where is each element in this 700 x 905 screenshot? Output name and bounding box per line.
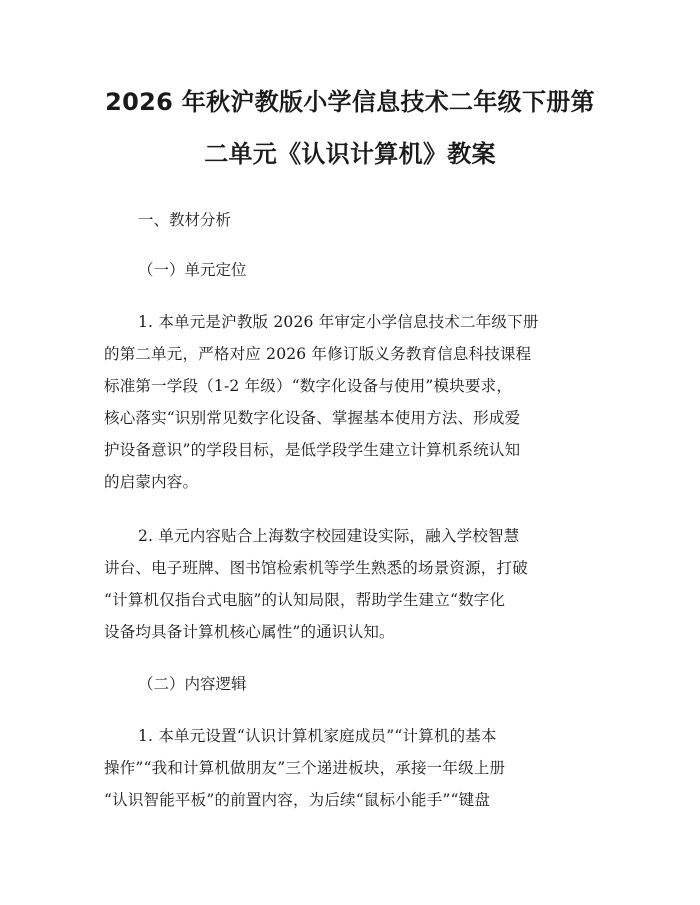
- text-line: 操作”“我和计算机做朋友”三个递进板块，承接一年级上册: [104, 759, 506, 777]
- title-line-1: 2026 年秋沪教版小学信息技术二年级下册第: [105, 88, 595, 116]
- text-line: 1. 本单元是沪教版 2026 年审定小学信息技术二年级下册: [138, 313, 539, 331]
- text-line: “计算机仅指台式电脑”的认知局限，帮助学生建立“数字化: [104, 591, 506, 609]
- paragraph-content-logic-1: [104, 720, 596, 816]
- subsection-heading-content-logic: （二）内容逻辑: [138, 675, 247, 693]
- section-heading-textbook-analysis: 一、教材分析: [138, 211, 232, 229]
- document-title: [104, 76, 596, 180]
- text-line: 护设备意识”的学段目标，是低学段学生建立计算机系统认知: [104, 441, 521, 459]
- subsection-heading-unit-positioning: （一）单元定位: [138, 261, 247, 279]
- paragraph-unit-positioning-1: [104, 306, 596, 498]
- text-line: “认识智能平板”的前置内容，为后续“鼠标小能手”“键盘: [104, 791, 491, 809]
- text-line: 2. 单元内容贴合上海数字校园建设实际，融入学校智慧: [138, 527, 520, 545]
- text-line: 的第二单元，严格对应 2026 年修订版义务教育信息科技课程: [104, 345, 532, 363]
- text-line: 1. 本单元设置“认识计算机家庭成员”“计算机的基本: [138, 727, 497, 745]
- text-line: 标准第一学段（1-2 年级）“数字化设备与使用”模块要求，: [104, 377, 513, 395]
- paragraph-unit-positioning-2: [104, 520, 596, 648]
- text-line: 的启蒙内容。: [104, 473, 199, 491]
- text-line: 设备均具备计算机核心属性”的通识认知。: [104, 623, 395, 641]
- text-line: 核心落实“识别常见数字化设备、掌握基本使用方法、形成爱: [104, 409, 521, 427]
- text-line: 讲台、电子班牌、图书馆检索机等学生熟悉的场景资源，打破: [104, 559, 528, 577]
- title-line-2: 二单元《认识计算机》教案: [204, 140, 496, 168]
